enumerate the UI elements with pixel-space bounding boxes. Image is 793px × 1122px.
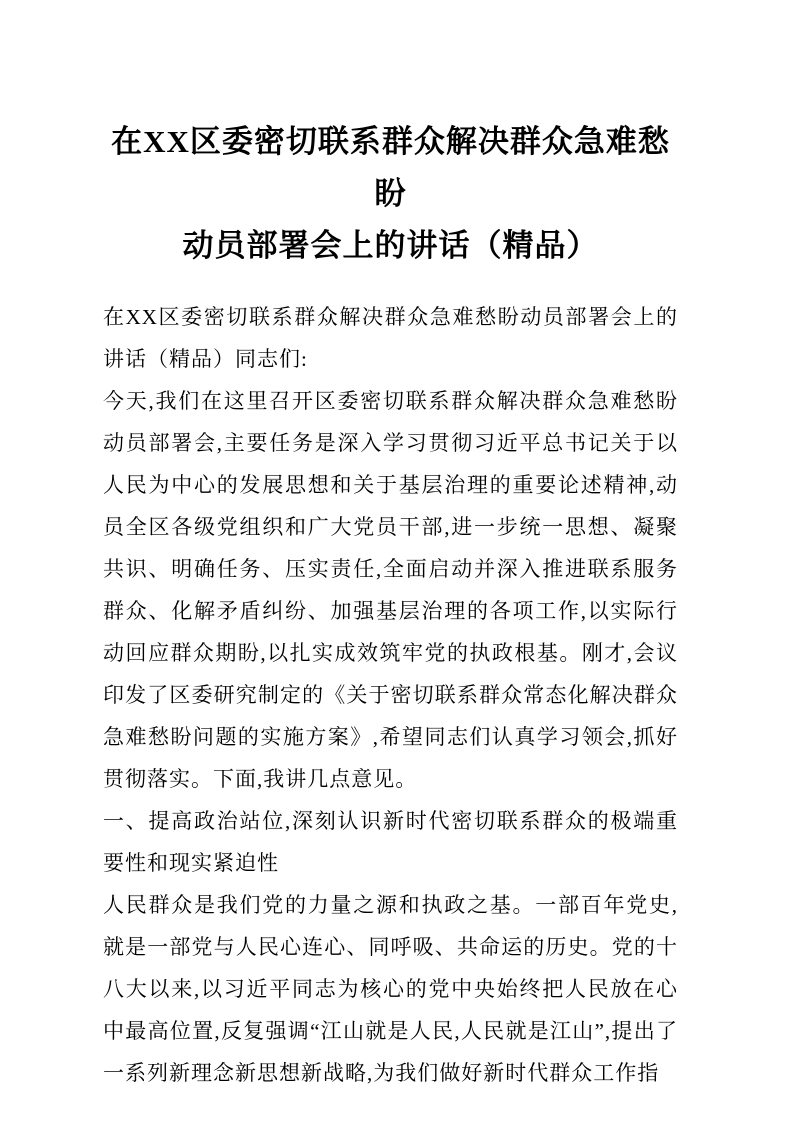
document-body <box>103 296 678 1094</box>
paragraph-section-heading: 一、提高政治站位,深刻认识新时代密切联系群众的极端重要性和现实紧迫性 <box>103 809 678 875</box>
paragraph-opening: 今天,我们在这里召开区委密切联系群众解决群众急难愁盼动员部署会,主要任务是深入学习贯彻习近平总书记关于以人民为中心的发展思想和关于基层治理的重要论述精神,动员全区各级党组织和广大党员干部,进一步统一思想、凝聚共识、明确任务、压实责任,全面启动并深入推进联系服务群众、化解矛盾纠纷、加强基层治理的各项工作,以实际行动回应群众期盼,以扎实成效筑牢党的执政根基。刚才,会议印发了区委研究制定的《关于密切联系群众常态化解决群众急难愁盼问题的实施方案》,希望同志们认真学习领会,抓好贯彻落实。下面,我讲几点意见。 <box>103 389 678 791</box>
paragraph-section-body: 人民群众是我们党的力量之源和执政之基。一部百年党史,就是一部党与人民心连心、同呼吸、共命运的历史。党的十八大以来,以习近平同志为核心的党中央始终把人民放在心中最高位置,反复强调“江山就是人民,人民就是江山”,提出了一系列新理念新思想新战略,为我们做好新时代群众工作指 <box>103 893 678 1085</box>
document-title-line-2: 动员部署会上的讲话（精品） <box>182 228 599 263</box>
document-title-line-1: 在XX区委密切联系群众解决群众急难愁盼 <box>111 124 670 211</box>
paragraph-salutation: 在XX区委密切联系群众解决群众急难愁盼动员部署会上的讲话（精品）同志们: <box>103 305 678 371</box>
document-title <box>103 116 678 272</box>
